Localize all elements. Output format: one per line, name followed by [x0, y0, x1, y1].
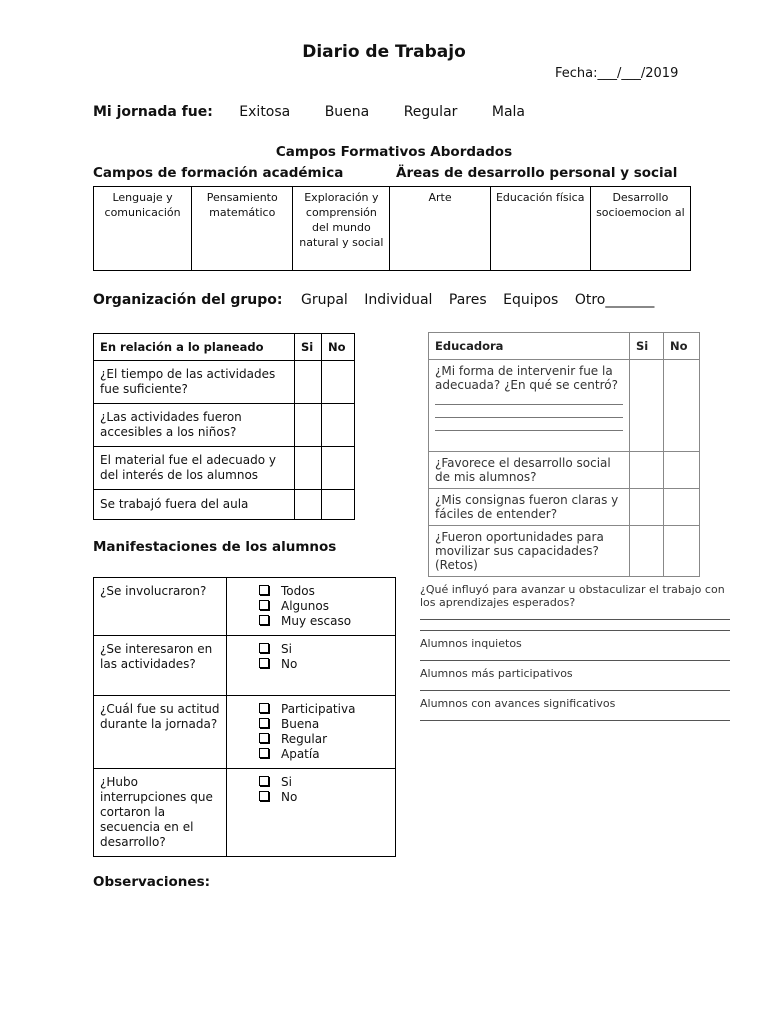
option-label: Apatía [281, 747, 320, 761]
no-cell[interactable] [664, 489, 700, 526]
organizacion-option: Grupal [300, 292, 348, 308]
campo-cell: Lenguaje y comunicación [94, 187, 192, 271]
educadora-row [429, 360, 630, 452]
manifestacion-question: ¿Se interesaron en las actividades? [94, 636, 227, 696]
si-cell[interactable] [295, 490, 322, 520]
answer-line[interactable] [435, 392, 623, 405]
option-label: Buena [281, 717, 320, 731]
organizacion-option: Otro_______ [574, 292, 655, 308]
jornada-option: Regular [403, 104, 458, 120]
option-label: Si [281, 775, 292, 789]
checkbox-option[interactable] [259, 717, 389, 732]
jornada-option: Buena [324, 104, 370, 120]
checkbox-icon[interactable] [259, 748, 269, 758]
influ-label: Alumnos con avances significativos [420, 697, 616, 710]
checkbox-option[interactable] [259, 775, 389, 790]
no-cell[interactable] [322, 447, 355, 490]
educadora-question: ¿Mi forma de intervenir fue la adecuada? ¿En qué se centró? [435, 364, 618, 392]
planeado-header-si: Si [295, 334, 322, 361]
organizacion-row [93, 292, 666, 308]
answer-line[interactable] [435, 405, 623, 418]
checkbox-icon[interactable] [259, 585, 269, 595]
checkbox-icon[interactable] [259, 615, 269, 625]
page-title: Diario de Trabajo [302, 42, 466, 62]
answer-line[interactable] [420, 660, 730, 661]
campo-cell: Desarrollo socioemocion al [590, 187, 690, 271]
no-cell[interactable] [322, 490, 355, 520]
campo-cell: Pensamiento matemático [192, 187, 293, 271]
manifestaciones-title: Manifestaciones de los alumnos [93, 539, 337, 555]
manifestacion-question: ¿Hubo interrupciones que cortaron la secuencia en el desarrollo? [94, 769, 227, 857]
educadora-header-si: Si [630, 333, 664, 360]
answer-line[interactable] [420, 720, 730, 721]
checkbox-icon[interactable] [259, 703, 269, 713]
no-cell[interactable] [322, 361, 355, 404]
checkbox-icon[interactable] [259, 776, 269, 786]
checkbox-icon[interactable] [259, 643, 269, 653]
jornada-row [93, 104, 555, 120]
organizacion-option: Pares [448, 292, 487, 308]
checkbox-option[interactable] [259, 790, 389, 805]
observaciones-label: Observaciones: [93, 874, 211, 890]
campos-subtitle-areas: Äreas de desarrollo personal y social [396, 165, 678, 181]
campo-cell: Educación física [490, 187, 590, 271]
checkbox-option[interactable] [259, 642, 389, 657]
educadora-header: Educadora [429, 333, 630, 360]
educadora-row: ¿Favorece el desarrollo social de mis alumnos? [429, 452, 630, 489]
answer-line[interactable] [420, 630, 730, 631]
manifestaciones-table [93, 577, 396, 857]
planeado-table [93, 333, 355, 520]
influ-block [420, 583, 730, 721]
checkbox-option[interactable] [259, 657, 389, 672]
planeado-row: ¿El tiempo de las actividades fue suficiente? [94, 361, 295, 404]
manifestacion-question: ¿Se involucraron? [94, 578, 227, 636]
option-label: Muy escaso [281, 614, 352, 628]
organizacion-option: Individual [364, 292, 433, 308]
campos-title: Campos Formativos Abordados [275, 144, 513, 160]
educadora-row: ¿Mis consignas fueron claras y fáciles de entender? [429, 489, 630, 526]
checkbox-icon[interactable] [259, 791, 269, 801]
checkbox-option[interactable] [259, 702, 389, 717]
campos-subtitle-academica: Campos de formación académica [93, 165, 344, 181]
checkbox-option[interactable] [259, 584, 389, 599]
option-label: No [281, 790, 298, 804]
influ-label: Alumnos inquietos [420, 637, 522, 650]
manifestacion-options [227, 696, 396, 769]
manifestacion-question: ¿Cuál fue su actitud durante la jornada? [94, 696, 227, 769]
option-label: No [281, 657, 298, 671]
jornada-label: Mi jornada fue: [93, 104, 213, 120]
si-cell[interactable] [295, 361, 322, 404]
option-label: Si [281, 642, 292, 656]
option-label: Todos [281, 584, 315, 598]
planeado-row: El material fue el adecuado y del interés de los alumnos [94, 447, 295, 490]
no-cell[interactable] [322, 404, 355, 447]
si-cell[interactable] [630, 452, 664, 489]
no-cell[interactable] [664, 452, 700, 489]
checkbox-option[interactable] [259, 599, 389, 614]
checkbox-option[interactable] [259, 747, 389, 762]
organizacion-label: Organización del grupo: [93, 292, 283, 308]
educadora-header-no: No [664, 333, 700, 360]
manifestacion-options [227, 769, 396, 857]
planeado-row: Se trabajó fuera del aula [94, 490, 295, 520]
si-cell[interactable] [295, 404, 322, 447]
checkbox-icon[interactable] [259, 733, 269, 743]
influ-question: ¿Qué influyó para avanzar u obstaculizar el trabajo con los aprendizajes esperados? [420, 583, 725, 609]
si-cell[interactable] [295, 447, 322, 490]
planeado-row: ¿Las actividades fueron accesibles a los niños? [94, 404, 295, 447]
educadora-table [428, 332, 700, 577]
option-label: Participativa [281, 702, 356, 716]
checkbox-icon[interactable] [259, 718, 269, 728]
manifestacion-options [227, 636, 396, 696]
no-cell[interactable] [664, 360, 700, 452]
checkbox-option[interactable] [259, 614, 389, 629]
si-cell[interactable] [630, 526, 664, 577]
checkbox-icon[interactable] [259, 658, 269, 668]
date-field: Fecha:___/___/2019 [555, 66, 679, 81]
si-cell[interactable] [630, 360, 664, 452]
answer-line[interactable] [420, 619, 730, 620]
jornada-option: Mala [491, 104, 525, 120]
answer-line[interactable] [420, 690, 730, 691]
campo-cell: Arte [390, 187, 490, 271]
answer-line[interactable] [435, 418, 623, 431]
planeado-header-no: No [322, 334, 355, 361]
checkbox-icon[interactable] [259, 600, 269, 610]
no-cell[interactable] [664, 526, 700, 577]
si-cell[interactable] [630, 489, 664, 526]
jornada-option: Exitosa [239, 104, 291, 120]
organizacion-option: Equipos [503, 292, 559, 308]
manifestacion-options [227, 578, 396, 636]
influ-label: Alumnos más participativos [420, 667, 573, 680]
campos-table [93, 186, 691, 271]
option-label: Regular [281, 732, 328, 746]
option-label: Algunos [281, 599, 329, 613]
campo-cell: Exploración y comprensión del mundo natural y social [293, 187, 390, 271]
planeado-header: En relación a lo planeado [94, 334, 295, 361]
educadora-row: ¿Fueron oportunidades para movilizar sus capacidades? (Retos) [429, 526, 630, 577]
checkbox-option[interactable] [259, 732, 389, 747]
